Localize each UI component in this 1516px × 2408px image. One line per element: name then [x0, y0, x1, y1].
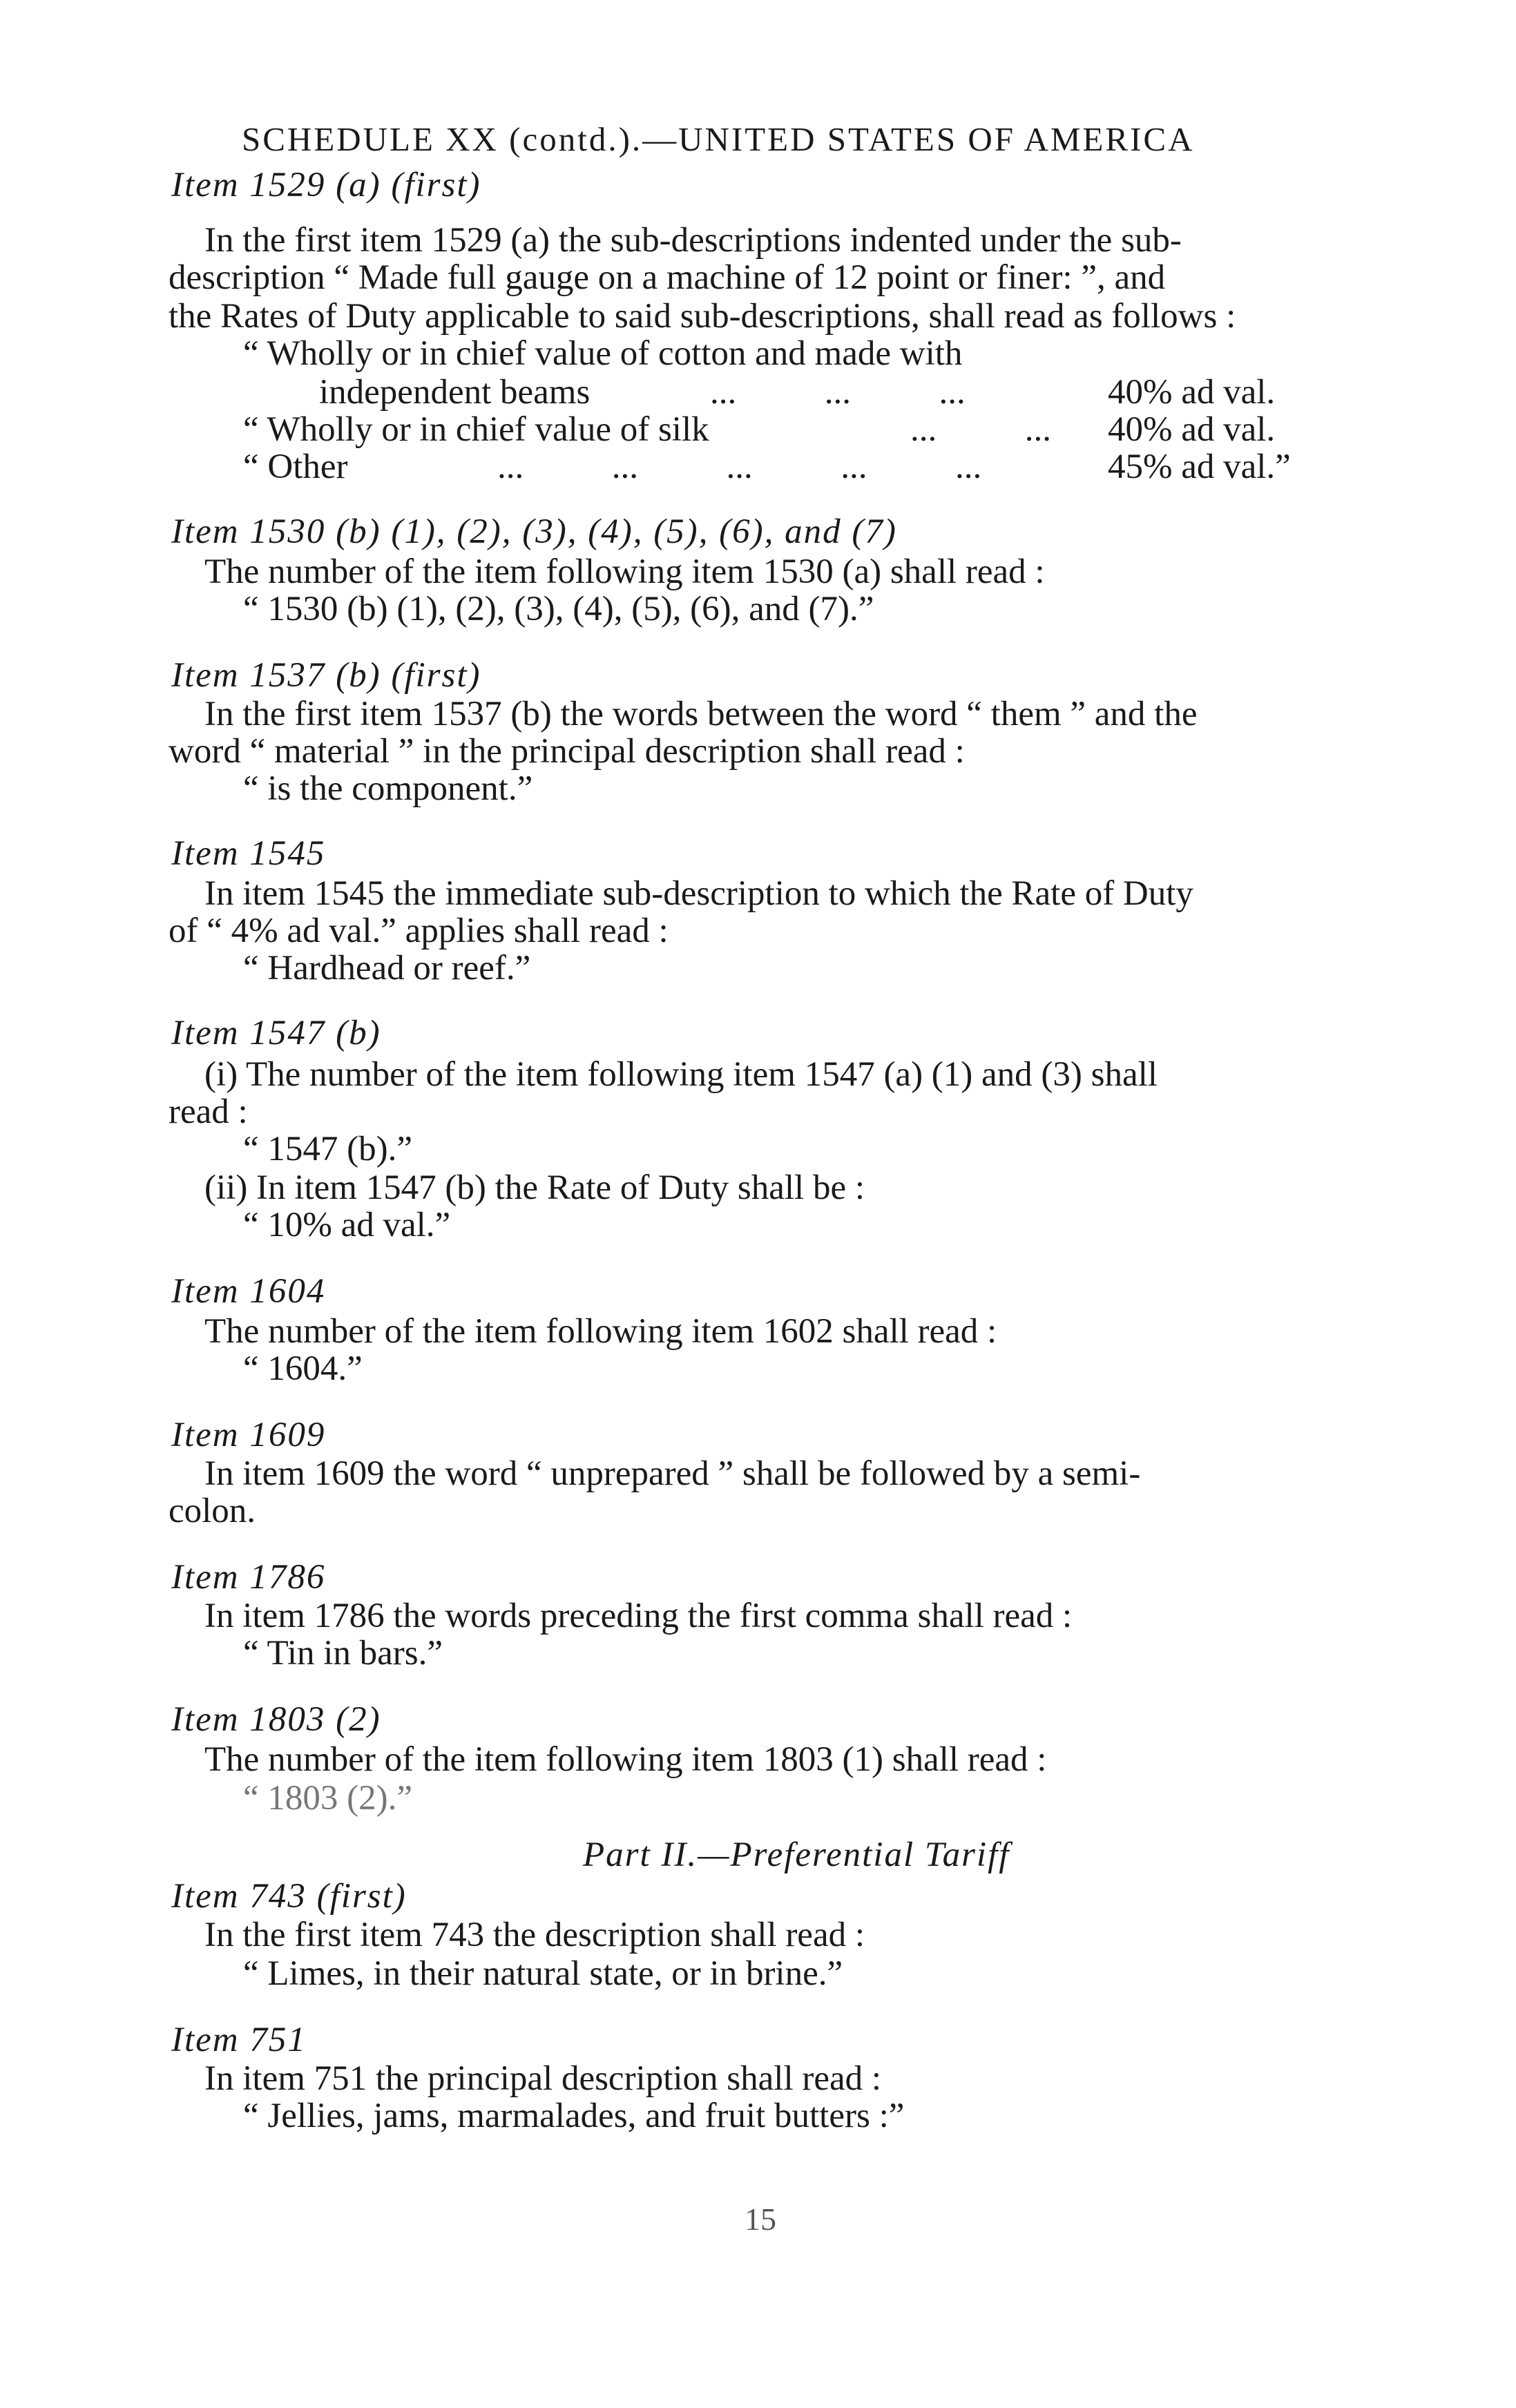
item-1803-quote-1: “ 1803 (2).” — [243, 1779, 412, 1818]
item-1609-text-1: In item 1609 the word “ unprepared ” shall be followed by a semi- — [204, 1454, 1141, 1493]
item-1529-text-1: In the first item 1529 (a) the sub-descriptions indented under the sub- — [204, 221, 1182, 260]
item-1545-text-2: of “ 4% ad val.” applies shall read : — [169, 912, 669, 950]
item-1529-rate-2: 40% ad val. — [1108, 410, 1276, 449]
item-1537-quote-1: “ is the component.” — [243, 769, 533, 808]
page-number: 15 — [745, 2202, 776, 2237]
item-1529-leader-1: ... ... ... — [710, 373, 966, 412]
item-1529-rate-label-1: independent beams — [319, 373, 591, 412]
item-743-text-1: In the first item 743 the description shall read : — [204, 1916, 865, 1954]
item-1529-text-3: the Rates of Duty applicable to said sub-descriptions, shall read as follows : — [169, 297, 1236, 336]
item-1803-heading: Item 1803 (2) — [171, 1700, 381, 1739]
item-1530-text-1: The number of the item following item 1530 (a) shall read : — [204, 552, 1045, 591]
item-1604-heading: Item 1604 — [171, 1272, 326, 1311]
item-1529-quote-1: “ Wholly or in chief value of cotton and made with — [243, 334, 963, 373]
item-1786-heading: Item 1786 — [171, 1558, 326, 1597]
item-1529-text-2: description “ Made full gauge on a machine of 12 point or finer: ”, and — [169, 258, 1166, 297]
item-1529-rate-label-2: “ Wholly or in chief value of silk — [243, 410, 709, 449]
item-1786-text-1: In item 1786 the words preceding the first comma shall read : — [204, 1597, 1073, 1635]
item-1545-heading: Item 1545 — [171, 834, 326, 873]
item-1803-text-1: The number of the item following item 1803 (1) shall read : — [204, 1740, 1047, 1779]
item-1530-quote-1: “ 1530 (b) (1), (2), (3), (4), (5), (6), and (7).” — [243, 590, 874, 628]
item-1609-text-2: colon. — [169, 1492, 256, 1530]
item-1530-heading: Item 1530 (b) (1), (2), (3), (4), (5), (6), and (7) — [171, 512, 897, 551]
item-1529-heading: Item 1529 (a) (first) — [171, 166, 481, 204]
item-1786-quote-1: “ Tin in bars.” — [243, 1634, 443, 1673]
item-1529-rate-label-3: “ Other — [243, 447, 348, 486]
item-1545-text-1: In item 1545 the immediate sub-description to which the Rate of Duty — [204, 874, 1193, 913]
item-1545-quote-1: “ Hardhead or reef.” — [243, 949, 531, 988]
part-ii-heading: Part II.—Preferential Tariff — [583, 1836, 1010, 1874]
item-1537-text-2: word “ material ” in the principal description shall read : — [169, 732, 965, 771]
item-1547-quote-1: “ 1547 (b).” — [243, 1130, 412, 1168]
item-1604-quote-1: “ 1604.” — [243, 1349, 363, 1388]
item-751-quote-1: “ Jellies, jams, marmalades, and fruit butters :” — [243, 2097, 905, 2135]
item-743-heading: Item 743 (first) — [171, 1877, 407, 1916]
item-1547-text-2: read : — [169, 1092, 248, 1131]
item-1529-leader-2: ... ... — [910, 410, 1051, 449]
item-1547-heading: Item 1547 (b) — [171, 1014, 381, 1052]
schedule-header: SCHEDULE XX (contd.).—UNITED STATES OF AMERICA — [242, 120, 1195, 158]
item-1529-rate-3: 45% ad val.” — [1108, 447, 1291, 486]
item-1537-heading: Item 1537 (b) (first) — [171, 656, 481, 695]
item-1547-quote-2: “ 10% ad val.” — [243, 1206, 451, 1244]
item-1547-text-1: (i) The number of the item following item 1547 (a) (1) and (3) shall — [204, 1055, 1158, 1094]
item-743-quote-1: “ Limes, in their natural state, or in brine.” — [243, 1954, 843, 1993]
item-1604-text-1: The number of the item following item 1602 shall read : — [204, 1312, 997, 1351]
item-1529-leader-3: ... ... ... ... ... — [497, 447, 982, 486]
item-1547-text-3: (ii) In item 1547 (b) the Rate of Duty shall be : — [204, 1168, 865, 1207]
item-751-text-1: In item 751 the principal description shall read : — [204, 2059, 882, 2098]
item-1529-rate-1: 40% ad val. — [1108, 373, 1276, 412]
item-1537-text-1: In the first item 1537 (b) the words between the word “ them ” and the — [204, 695, 1198, 733]
item-1609-heading: Item 1609 — [171, 1416, 326, 1454]
item-751-heading: Item 751 — [171, 2021, 307, 2059]
